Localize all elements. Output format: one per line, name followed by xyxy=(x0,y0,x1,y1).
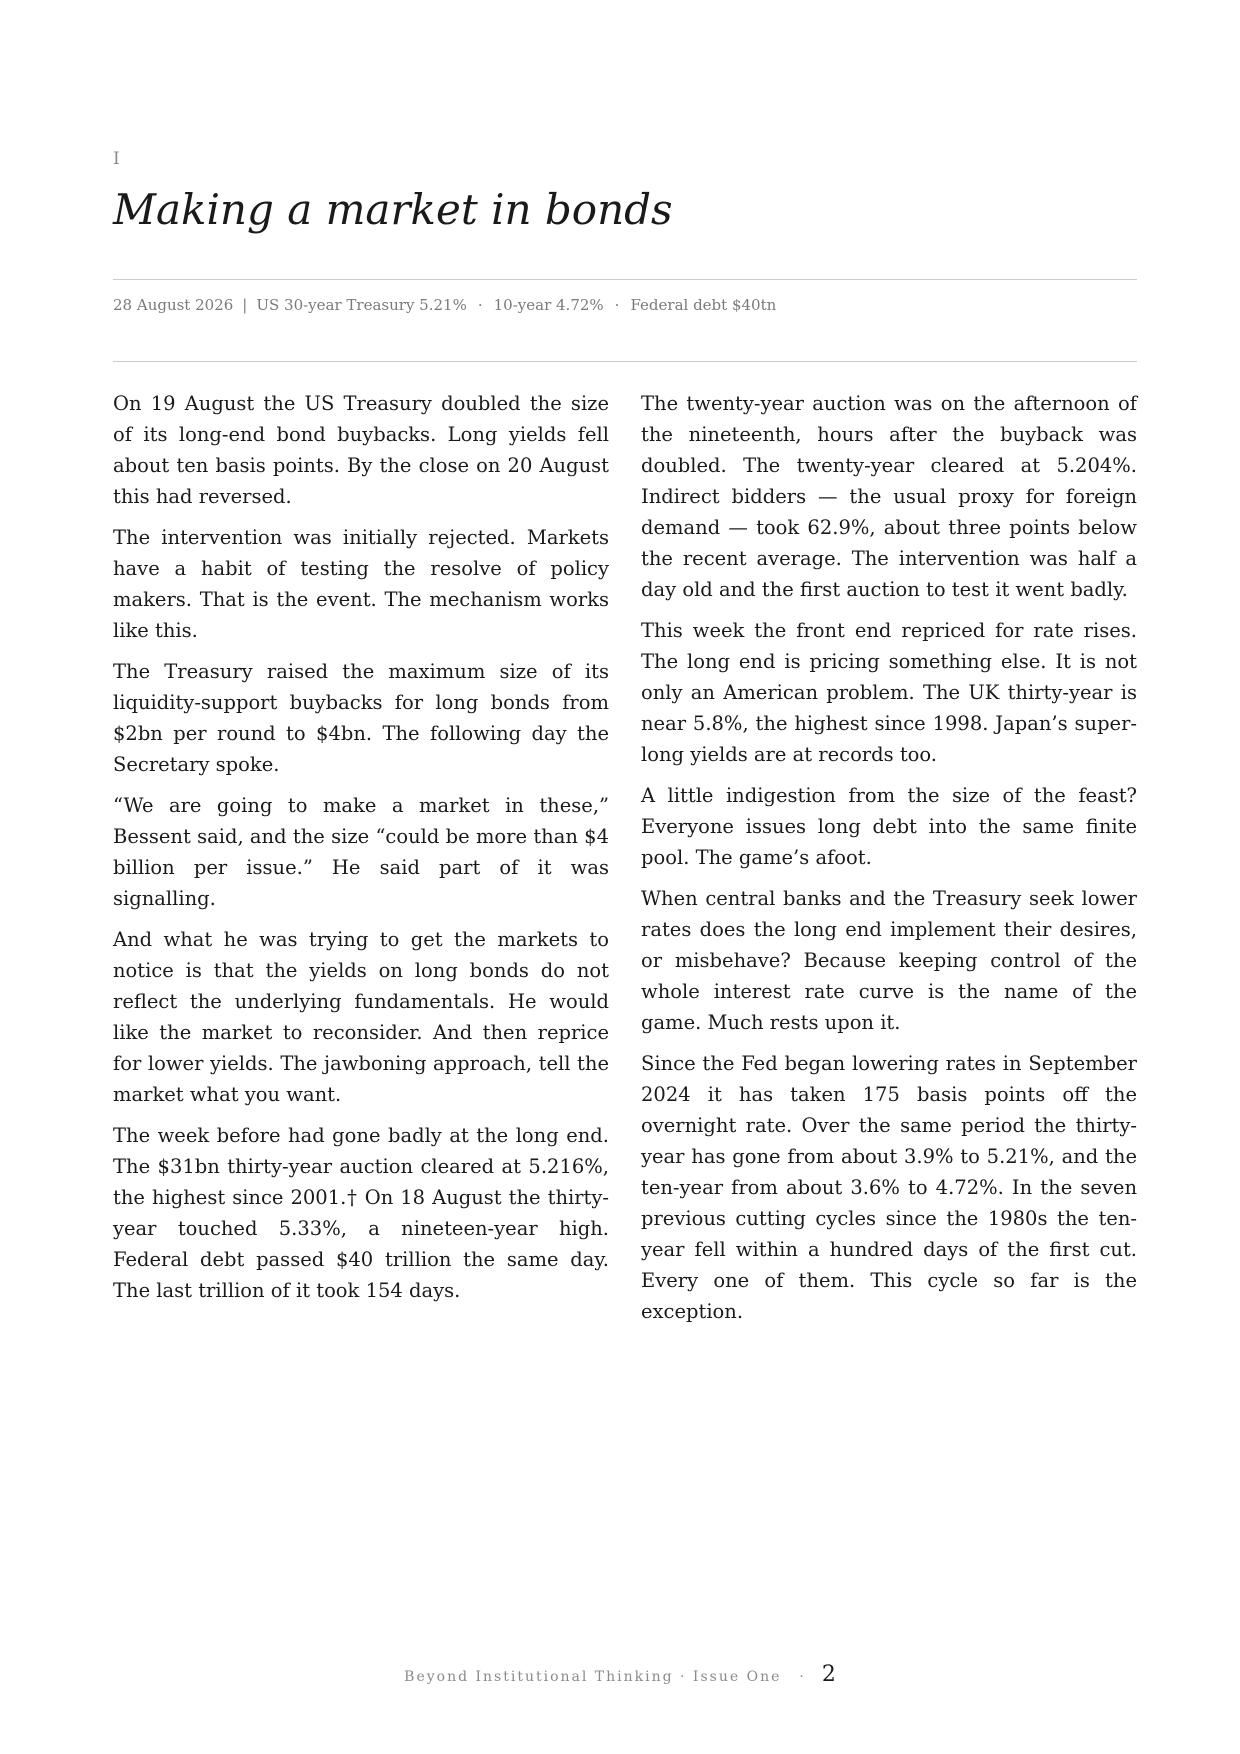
dateline xyxy=(113,295,776,315)
dateline-date: 28 August 2026 xyxy=(113,296,234,314)
divider-top xyxy=(113,279,1137,280)
dateline-stat-30yr: US 30-year Treasury 5.21% xyxy=(256,296,467,314)
paragraph: And what he was trying to get the markets to notice is that the yields on long bonds do not reflect the underlying fundamentals. He would like the market to reconsider. And then reprice for lower yields. The jawboning approach, tell the market what you want. xyxy=(113,928,609,1106)
article-title: Making a market in bonds xyxy=(113,185,673,234)
paragraph: The twenty-year auction was on the afternoon of the nineteenth, hours after the buyback was doubled. The twenty-year cleared at 5.204%. Indirect bidders — the usual proxy for foreign demand — took 62.9%, about three points below the recent average. The intervention was half a day old and the first auction to test it went badly. xyxy=(641,392,1137,601)
section-numeral: I xyxy=(113,149,120,169)
page xyxy=(113,0,1137,1754)
paragraph: The week before had gone badly at the long end. The $31bn thirty-year auction cleared at 5.216%, the highest since 2001.† On 18 August the thirty-year touched 5.33%, a nineteen-year high. Federal debt passed $40 trillion the same day. The last trillion of it took 154 days. xyxy=(113,1124,609,1302)
paragraph: The Treasury raised the maximum size of its liquidity-support buybacks for long bonds from $2bn per round to $4bn. The following day the Secretary spoke. xyxy=(113,660,609,776)
left-column xyxy=(113,388,609,1337)
footer-publication: Beyond Institutional Thinking · Issue One xyxy=(404,1669,782,1685)
paragraph: The intervention was initially rejected. Markets have a habit of testing the resolve of policy makers. That is the event. The mechanism works like this. xyxy=(113,526,609,642)
paragraph: On 19 August the US Treasury doubled the size of its long-end bond buybacks. Long yields fell about ten basis points. By the close on 20 August this had reversed. xyxy=(113,392,609,508)
paragraph: “We are going to make a market in these,” Bessent said, and the size “could be more than $4 billion per issue.” He said part of it was signalling. xyxy=(113,794,609,910)
divider-bottom xyxy=(113,361,1137,362)
page-number: 2 xyxy=(821,1662,836,1687)
paragraph: This week the front end repriced for rate rises. The long end is pricing something else. It is not only an American problem. The UK thirty-year is near 5.8%, the highest since 1998. Japan’s super-long yields are at records too. xyxy=(641,619,1137,766)
paragraph: A little indigestion from the size of the feast? Everyone issues long debt into the same finite pool. The game’s afoot. xyxy=(641,784,1137,869)
dateline-stat-10yr: 10-year 4.72% xyxy=(493,296,604,314)
paragraph: Since the Fed began lowering rates in September 2024 it has taken 175 basis points off the overnight rate. Over the same period the thirty-year has gone from about 3.9% to 5.21%, and the ten-year from about 3.6% to 4.72%. In the seven previous cutting cycles since the 1980s the ten-year fell within a hundred days of the first cut. Every one of them. This cycle so far is the exception. xyxy=(641,1052,1137,1323)
footer-dot: · xyxy=(799,1669,804,1685)
dateline-separator: | xyxy=(242,296,248,314)
dateline-dot: · xyxy=(614,296,620,314)
article-body xyxy=(113,388,1137,1337)
right-column xyxy=(641,388,1137,1337)
dateline-dot: · xyxy=(477,296,483,314)
dateline-stat-debt: Federal debt $40tn xyxy=(630,296,777,314)
page-footer xyxy=(0,1662,1240,1687)
paragraph: When central banks and the Treasury seek lower rates does the long end implement their desires, or misbehave? Because keeping control of the whole interest rate curve is the name of the game. Much rests upon it. xyxy=(641,887,1137,1034)
